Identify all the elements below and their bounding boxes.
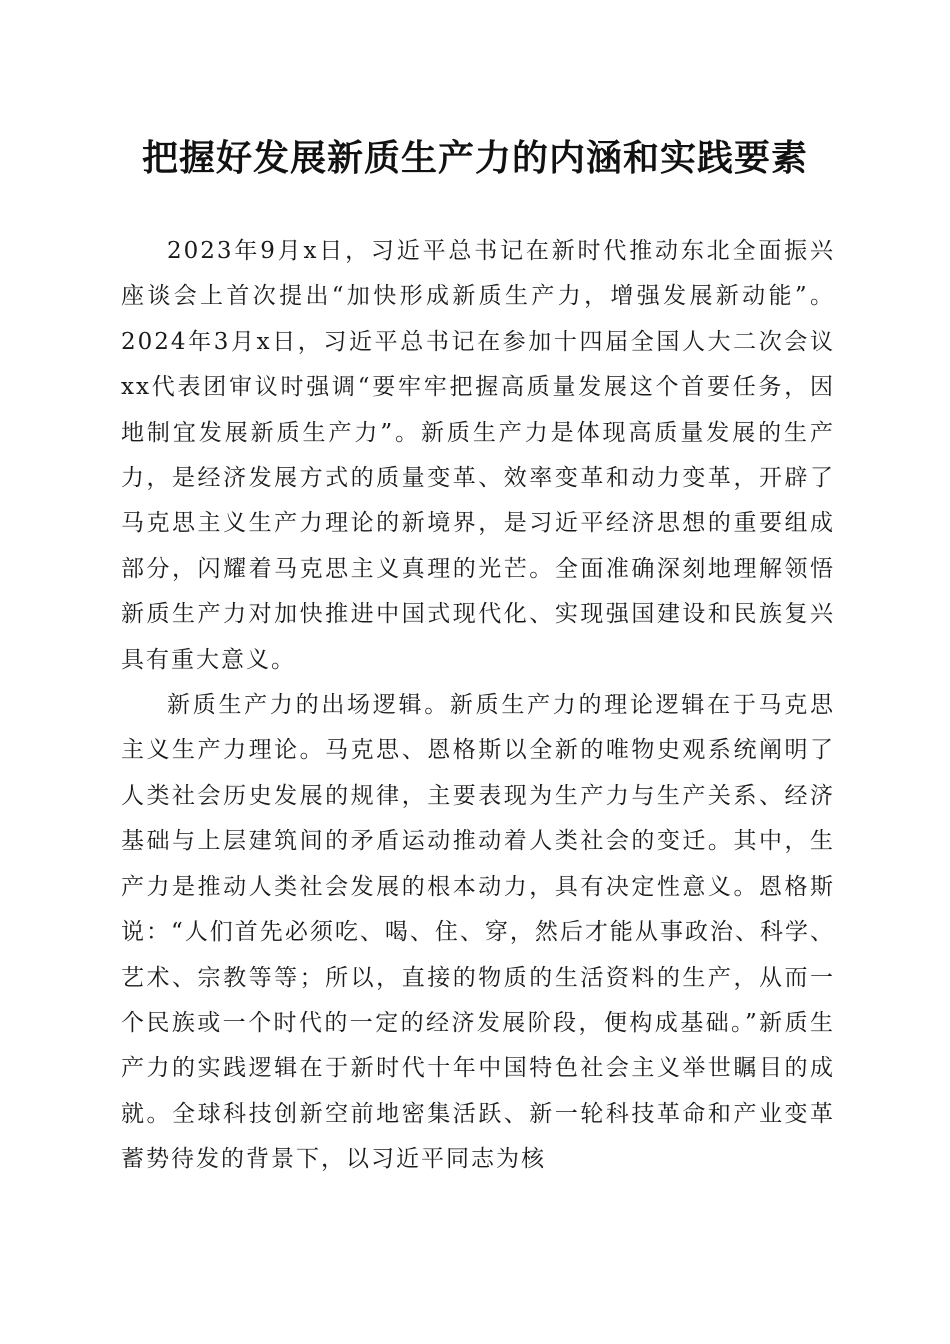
- document-body: [121, 229, 835, 1183]
- paragraph-2: 新质生产力的出场逻辑。新质生产力的理论逻辑在于马克思主义生产力理论。马克思、恩格斯以全新的唯物史观系统阐明了人类社会历史发展的规律，主要表现为生产力与生产关系、经济基础与上层建筑间的矛盾运动推动着人类社会的变迁。其中，生产力是推动人类社会发展的根本动力，具有决定性意义。恩格斯说：“人们首先必须吃、喝、住、穿，然后才能从事政治、科学、艺术、宗教等等；所以，直接的物质的生活资料的生产，从而一个民族或一个时代的一定的经济发展阶段，便构成基础。”新质生产力的实践逻辑在于新时代十年中国特色社会主义举世瞩目的成就。全球科技创新空前地密集活跃、新一轮科技革命和产业变革蓄势待发的背景下，以习近平同志为核: [121, 692, 835, 1173]
- paragraph-1: 2023年9月x日，习近平总书记在新时代推动东北全面振兴座谈会上首次提出“加快形成新质生产力，增强发展新动能”。2024年3月x日，习近平总书记在参加十四届全国人大二次会议xx代表团审议时强调“要牢牢把握高质量发展这个首要任务，因地制宜发展新质生产力”。新质生产力是体现高质量发展的生产力，是经济发展方式的质量变革、效率变革和动力变革，开辟了马克思主义生产力理论的新境界，是习近平经济思想的重要组成部分，闪耀着马克思主义真理的光芒。全面准确深刻地理解领悟新质生产力对加快推进中国式现代化、实现强国建设和民族复兴具有重大意义。: [121, 238, 835, 673]
- document-title: 把握好发展新质生产力的内涵和实践要素: [141, 137, 808, 179]
